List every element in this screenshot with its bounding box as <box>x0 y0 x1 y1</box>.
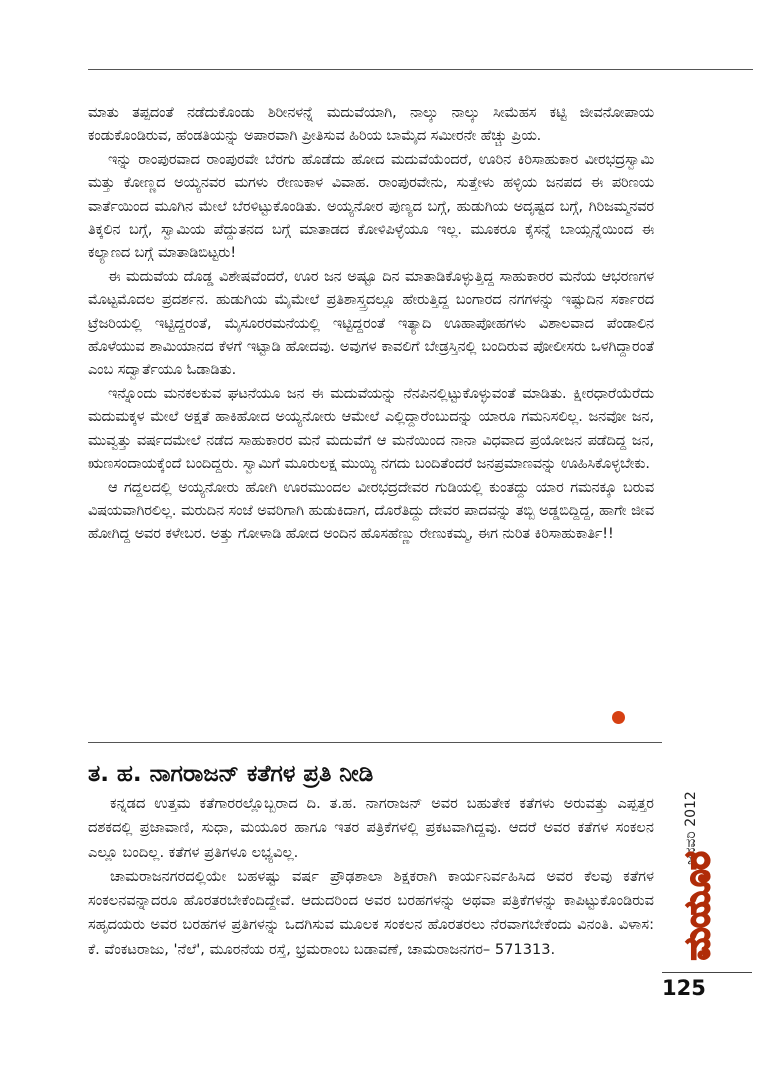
magazine-masthead <box>678 778 722 966</box>
story-paragraph-3: ಈ ಮದುವೆಯ ದೊಡ್ಡ ವಿಶೇಷವೆಂದರೆ, ಊರ ಜನ ಅಷ್ಟೂ ದಿನ ಮಾತಾಡಿಕೊಳ್ಳುತ್ತಿದ್ದ ಸಾಹುಕಾರರ ಮನೆಯ ಆಭರಣಗಳ ಮೊಟ್ಟಮೊದಲ ಪ್ರದರ್ಶನ. ಹುಡುಗಿಯ ಮೈಮೇಲೆ ಪ್ರತಿಶಾಸ್ತ್ರದಲ್ಲೂ ಹೇರುತ್ತಿದ್ದ ಬಂಗಾರದ ನಗಗಳನ್ನು ಇಷ್ಟುದಿನ ಸರ್ಕಾರದ ಟ್ರೆಜರಿಯಲ್ಲಿ ಇಟ್ಟಿದ್ದರಂತೆ, ಮೈಸೂರರಮನೆಯಲ್ಲಿ ಇಟ್ಟಿದ್ದರಂತೆ ಇತ್ಯಾದಿ ಊಹಾಪೋಹಗಳು ವಿಶಾಲವಾದ ಪೆಂಡಾಲಿನ ಹೊಳೆಯುವ ಶಾಮಿಯಾನದ ಕೆಳಗೆ ಇಟ್ಟಾಡಿ ಹೋದವು. ಅವುಗಳ ಕಾವಲಿಗೆ ಬೇಡ್ರಸ್ತಿನಲ್ಲಿ ಬಂದಿರುವ ಪೋಲೀಸರು ಒಳಗಿದ್ದಾರಂತೆ ಎಂಬ ಸದ್ವಾರ್ತೆಯೂ ಓಡಾಡಿತು. <box>88 268 654 379</box>
story-body <box>88 102 654 547</box>
story-paragraph-2: ಇನ್ನು ರಾಂಪುರವಾದ ರಾಂಪುರವೇ ಬೆರಗು ಹೊಡೆದು ಹೋದ ಮದುವೆಯೆಂದರೆ, ಊರಿನ ಕಿರಿಸಾಹುಕಾರ ವೀರಭದ್ರಸ್ವಾಮಿ ಮತ್ತು ಕೋಣ್ಣದ ಅಯ್ಯನವರ ಮಗಳು ರೇಣುಕಾಳ ವಿವಾಹ. ರಾಂಪುರವೇನು, ಸುತ್ತೇಳು ಹಳ್ಳಿಯ ಜನಪದ ಈ ಪರಿಣಯ ವಾರ್ತೆಯಿಂದ ಮೂಗಿನ ಮೇಲೆ ಬೆರಳಿಟ್ಟುಕೊಂಡಿತು. ಅಯ್ಯನೋರ ಪುಣ್ಯದ ಬಗ್ಗೆ, ಹುಡುಗಿಯ ಅದೃಷ್ಟದ ಬಗ್ಗೆ, ಗಿರಿಜಮ್ಮನವರ ತಿಕ್ಕಲಿನ ಬಗ್ಗೆ, ಸ್ವಾಮಿಯ ಪೆದ್ದುತನದ ಬಗ್ಗೆ ಮಾತಾಡದ ಕೋಳಿಪಿಳ್ಳೆಯೂ ಇಲ್ಲ. ಮೂಕರೂ ಕೈಸನ್ನೆ ಬಾಯ್ಸನ್ನೆಯಿಂದ ಈ ಕಲ್ಯಾಣದ ಬಗ್ಗೆ ಮಾತಾಡಿಬಿಟ್ಟರು! <box>88 151 654 262</box>
top-rule <box>88 69 753 70</box>
issue-date-text: ಜನವರಿ 2012 <box>683 791 699 865</box>
story-paragraph-4: ಇನ್ನೊಂದು ಮನಕಲಕುವ ಘಟನೆಯೂ ಜನ ಈ ಮದುವೆಯನ್ನು ನೆನಪಿನಲ್ಲಿಟ್ಟುಕೊಳ್ಳುವಂತೆ ಮಾಡಿತು. ಕ್ಷೀರಧಾರೆಯೆರೆದು ಮದುಮಕ್ಕಳ ಮೇಲೆ ಅಕ್ಷತೆ ಹಾಕಿಹೋದ ಅಯ್ಯನೋರು ಆಮೇಲೆ ಎಲ್ಲಿದ್ದಾರೆಂಬುದನ್ನು ಯಾರೂ ಗಮನಿಸಲಿಲ್ಲ. ಜನವೋ ಜನ, ಮುವ್ವತ್ತು ವರ್ಷದಮೇಲೆ ನಡೆದ ಸಾಹುಕಾರರ ಮನೆ ಮದುವೆಗೆ ಆ ಮನೆಯಿಂದ ನಾನಾ ವಿಧವಾದ ಪ್ರಯೋಜನ ಪಡೆದಿದ್ದ ಜನ, ಋಣಸಂದಾಯಕ್ಕೆಂದೆ ಬಂದಿದ್ದರು. ಸ್ವಾಮಿಗೆ ಮೂರುಲಕ್ಷ ಮುಯ್ಯಿ ನಗದು ಬಂದಿತೆಂದರೆ ಜನಪ್ರಮಾಣವನ್ನು ಊಹಿಸಿಕೊಳ್ಳಬೇಕು. <box>88 385 654 473</box>
notice-paragraph-1: ಕನ್ನಡದ ಉತ್ತಮ ಕತೆಗಾರರಲ್ಲೊಬ್ಬರಾದ ದಿ. ತ.ಹ. ನಾಗರಾಜನ್ ಅವರ ಬಹುತೇಕ ಕತೆಗಳು ಅರುವತ್ತು ಎಪ್ಪತ್ತರ ದಶಕದಲ್ಲಿ ಪ್ರಜಾವಾಣಿ, ಸುಧಾ, ಮಯೂರ ಹಾಗೂ ಇತರ ಪತ್ರಿಕೆಗಳಲ್ಲಿ ಪ್ರಕಟವಾಗಿದ್ದವು. ಆದರೆ ಅವರ ಕತೆಗಳ ಸಂಕಲನ ಎಲ್ಲೂ ಬಂದಿಲ್ಲ. ಕತೆಗಳ ಪ್ರತಿಗಳೂ ಲಭ್ಯವಿಲ್ಲ. <box>88 795 654 861</box>
magazine-logo-text: ಮಯೂರ <box>678 851 718 960</box>
story-paragraph-1: ಮಾತು ತಪ್ಪದಂತೆ ನಡೆದುಕೊಂಡು ಶಿರೀನಳನ್ನೆ ಮದುವೆಯಾಗಿ, ನಾಲ್ಕು ನಾಲ್ಕು ಸೀಮೆಹಸ ಕಟ್ಟಿ ಜೀವನೋಪಾಯ ಕಂಡುಕೊಂಡಿರುವ, ಹೆಂಡತಿಯನ್ನು ಅಪಾರವಾಗಿ ಪ್ರೀತಿಸುವ ಹಿರಿಯ ಬಾಮೈದ ಸಮೀರನೇ ಹೆಚ್ಚು ಪ್ರಿಯ. <box>88 105 654 145</box>
section-divider <box>88 742 662 743</box>
notice-paragraph-2: ಚಾಮರಾಜನಗರದಲ್ಲಿಯೇ ಬಹಳಷ್ಟು ವರ್ಷ ಪ್ರೌಢಶಾಲಾ ಶಿಕ್ಷಕರಾಗಿ ಕಾರ್ಯನಿರ್ವಹಿಸಿದ ಅವರ ಕೆಲವು ಕತೆಗಳ ಸಂಕಲನವನ್ನಾದರೂ ಹೊರತರಬೇಕೆಂದಿದ್ದೇವೆ. ಆದುದರಿಂದ ಅವರ ಬರಹಗಳನ್ನು ಅಥವಾ ಪತ್ರಿಕೆಗಳನ್ನು ಕಾಪಿಟ್ಟುಕೊಂಡಿರುವ ಸಹೃದಯರು ಅವರ ಬರಹಗಳ ಪ್ರತಿಗಳನ್ನು ಒದಗಿಸುವ ಮೂಲಕ ಸಂಕಲನ ಹೊರತರಲು ನೆರವಾಗಬೇಕೆಂದು ವಿನಂತಿ. ವಿಳಾಸ: ಕೆ. ವೆಂಕಟರಾಜು, 'ನೆಲೆ', ಮೂರನೆಯ ರಸ್ತೆ, ಭ್ರಮರಾಂಬ ಬಡಾವಣೆ, ಚಾಮರಾಜನಗರ– 571313. <box>88 867 654 958</box>
story-paragraph-5: ಆ ಗದ್ದಲದಲ್ಲಿ ಅಯ್ಯನೋರು ಹೋಗಿ ಊರಮುಂದಲ ವೀರಭದ್ರದೇವರ ಗುಡಿಯಲ್ಲಿ ಕುಂತದ್ದು ಯಾರ ಗಮನಕ್ಕೂ ಬರುವ ವಿಷಯವಾಗಿರಲಿಲ್ಲ. ಮರುದಿನ ಸಂಜೆ ಅವರಿಗಾಗಿ ಹುಡುಕಿದಾಗ, ದೊರೆತಿದ್ದು ದೇವರ ಪಾದವನ್ನು ತಬ್ಬಿ ಅಡ್ಡಬಿದ್ದಿದ್ದ, ಹಾಗೇ ಜೀವ ಹೋಗಿದ್ದ ಅವರ ಕಳೇಬರ. ಅತ್ತು ಗೋಳಾಡಿ ಹೋದ ಅಂದಿನ ಹೊಸಹೆಣ್ಣು ರೇಣುಕಮ್ಮ, ಈಗ ನುರಿತ ಕಿರಿಸಾಹುಕಾರ್ತಿ!! <box>88 479 654 543</box>
page-number-rule <box>662 972 752 973</box>
page-number: 125 <box>662 976 706 1000</box>
notice-body <box>88 792 654 962</box>
story-end-mark <box>612 711 625 724</box>
notice-title: ತ. ಹ. ನಾಗರಾಜನ್ ಕತೆಗಳ ಪ್ರತಿ ನೀಡಿ <box>88 761 374 787</box>
